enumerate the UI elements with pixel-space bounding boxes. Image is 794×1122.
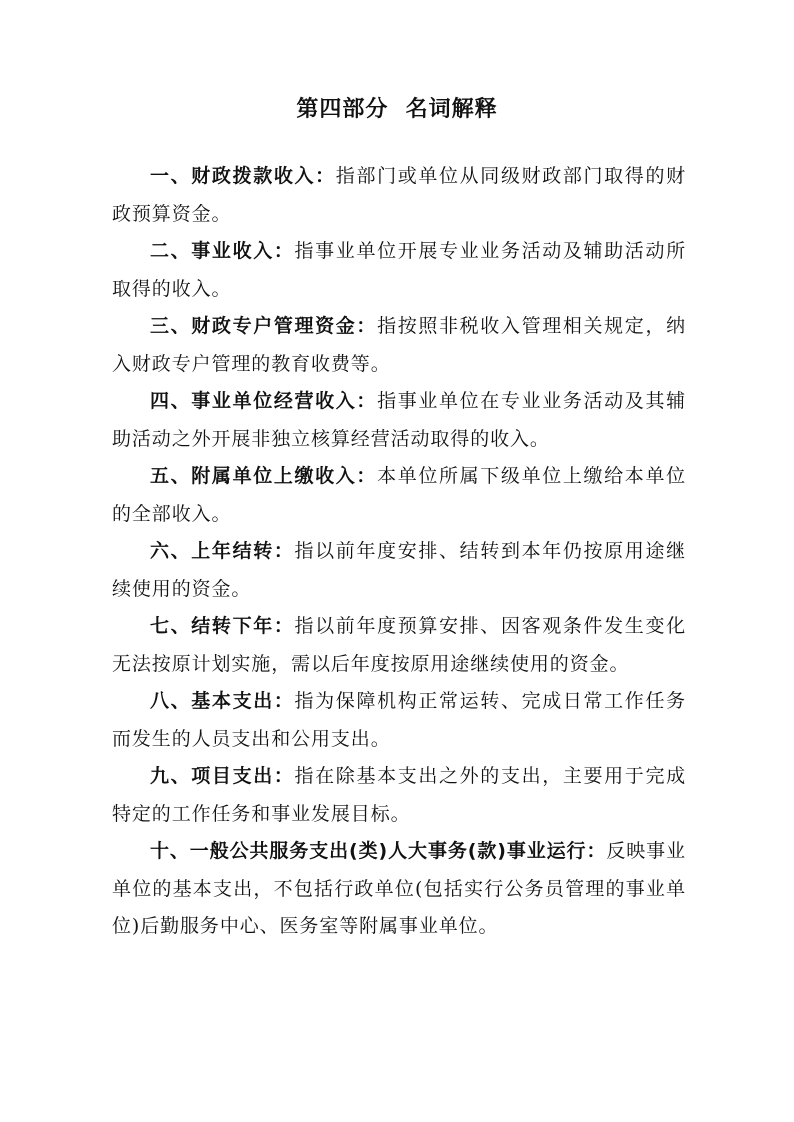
term-definition: 指以前年度预算安排、因客观条件发生变化无法按原计划实施，需以后年度按原用途继续使用的资金。 (112, 615, 686, 675)
term-definition: 指以前年度安排、结转到本年仍按原用途继续使用的资金。 (112, 540, 686, 600)
term-item (112, 683, 686, 758)
term-name: 四、事业单位经营收入： (150, 390, 378, 412)
term-item (112, 383, 686, 458)
term-definition: 反映事业单位的基本支出，不包括行政单位(包括实行公务员管理的事业单位)后勤服务中心、医务室等附属事业单位。 (112, 840, 686, 937)
term-list (112, 158, 686, 946)
term-name: 八、基本支出： (150, 690, 295, 712)
term-definition: 指为保障机构正常运转、完成日常工作任务而发生的人员支出和公用支出。 (112, 690, 686, 750)
term-item (112, 833, 686, 946)
term-definition: 指部门或单位从同级财政部门取得的财政预算资金。 (112, 165, 686, 225)
term-name: 十、一般公共服务支出(类)人大事务(款)事业运行： (150, 840, 607, 862)
term-item (112, 308, 686, 383)
term-definition: 指事业单位开展专业业务活动及辅助活动所取得的收入。 (112, 240, 686, 300)
term-definition: 指在除基本支出之外的支出，主要用于完成特定的工作任务和事业发展目标。 (112, 765, 686, 825)
term-definition: 指按照非税收入管理相关规定，纳入财政专户管理的教育收费等。 (112, 315, 686, 375)
term-definition: 指事业单位在专业业务活动及其辅助活动之外开展非独立核算经营活动取得的收入。 (112, 390, 686, 450)
term-item (112, 533, 686, 608)
term-item (112, 233, 686, 308)
term-name: 一、财政拨款收入： (150, 165, 336, 187)
term-item (112, 608, 686, 683)
term-name: 五、附属单位上缴收入： (150, 465, 378, 487)
term-definition: 本单位所属下级单位上缴给本单位的全部收入。 (112, 465, 686, 525)
term-item (112, 758, 686, 833)
term-item (112, 458, 686, 533)
term-name: 二、事业收入： (150, 240, 295, 262)
term-name: 六、上年结转： (150, 540, 295, 562)
page-title: 第四部分 名词解释 (296, 97, 498, 122)
term-name: 九、项目支出： (150, 765, 295, 787)
term-item (112, 158, 686, 233)
term-name: 七、结转下年： (150, 615, 295, 637)
term-name: 三、财政专户管理资金： (150, 315, 378, 337)
